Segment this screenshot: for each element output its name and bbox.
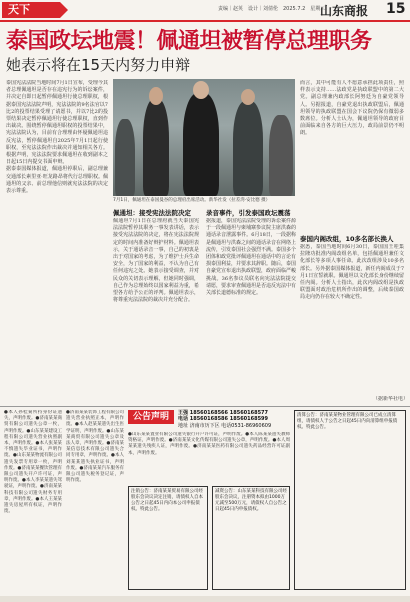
ad-column-mid: ●济南某某装饰工程有限公司遗失营业执照正本，声明作废。●本人赵某某遗失出生医学证明，声明作废。●山东某某商贸有限公司遗失公章及法人章，声明作废。●济南某某信息技术有限公司遗失合同专用章，声明作废。●本人刘某某遗失执业证书，声明作废。●济南某某汽车服务有限公司遗失税务登记证，声明作废。 (66, 410, 124, 484)
section1-title: 佩通坦：接受宪法法院决定 (113, 209, 191, 217)
section2-title: 录音事件，引发泰国政坛震荡 (206, 209, 291, 217)
photo-caption: 7月1日，佩通坦在泰国曼谷的总理府出席活动。新华社发（拉差湾·安比德 摄） (113, 198, 271, 203)
section-tab: 天下 (2, 2, 60, 18)
ad-notice-box-2: 减资公告：山东某某科技有限公司经股东会决议，注册资本拟由1000万元减至500万元，请债权人自公告之日起45日内申报债权。 (212, 486, 290, 590)
section3-body: 据悉，泰国当地时间6月30日，泰国国王哇集拉隆功批准内阁改组名单，包括佩通坦兼任文化部长等多项人事任命。此次改组涉及10多名部长。另外据泰国媒体报道，新任内阁成员于7月1日宣誓就职。佩通坦以文化部长身份继续留任内阁。分析人士指出，此次内阁改组是执政联盟面对政治危机所作出的调整，后续泰国政局走向仍存在较大不确定性。 (300, 244, 404, 301)
header-rule (0, 20, 410, 22)
section2-body: 据报道，泰国宪法法院受理的诉讼案件源于一段佩通坦与柬埔寨参议院主席洪森的通话录音泄露事件。6月18日，一段据称是佩通坦与洪森之间的通话录音在网络上流传，引发泰国社会强烈不满。泰国多个团体和政党批评佩通坦在通话中的言论有损泰国利益，并要求其辞职。随后，泰国自豪党宣布退出执政联盟，政府面临严峻挑战。36名参议员联名向宪法法院提交请愿，要求审查佩通坦是否违反宪法中有关部长道德标准的规定。 (206, 218, 296, 297)
ad-column-center: ●山东某某置业有限公司遗失银行开户许可证，声明作废。●本人陈某某遗失教师资格证，声明作废。●济南某某文化传媒有限公司遗失公章，声明作废。●本人周某某遗失残疾人证，声明作废。●济南某某医药有限公司遗失药品经营许可证副本，声明作废。 (128, 432, 290, 456)
lead-paragraph-2: 据泰泰国媒体报道，佩通坦停职后，副总理兼交通部长素里亚·旺龙路昂将代行总理职权。佩通坦的父亲、前总理他信则就宪法法院的决定表示尊重。 (6, 166, 108, 195)
section1-body: 佩通坦7月1日在总理府就当天泰国宪法法院暂停其职务一事发表讲话，表示接受宪法法院的决定，将在宪法法院规定的时间内准备好辩护材料。佩通坦表示，关于通话录音一事，自己的初衷是出于对国家的考虑，为了维护士兵生命安全，为了国家的利益，不认为自己有任何违宪之处。她表示接受调查，并对民众的关切表示理解，但她同时强调，自己作为总理始终以国家利益为重，希望各方给予公正的评判。佩通坦表示，将尊重宪法法院的裁决并充分配合。 (113, 218, 199, 304)
page-number: 15 (386, 1, 406, 17)
right-column: 而言，其中可能有人不愿意承担此项责任，照样表示支持……法政党是执政联盟中的第二大党。副总理兼内政部长阿努廷为自豪党领导人。另据报道，自豪党退出执政联盟后，佩通坦领导的执政联盟在国会下议院仍保有微弱多数席位。分析人士认为，佩通坦领导的政府目前面临来自各方的巨大压力，政局前景仍不明朗。 (300, 80, 404, 137)
news-photo (113, 79, 295, 196)
page-header (0, 0, 410, 20)
ad-notice-box-3: 清算公告：济南某某物业管理有限公司已成立清算组，请债权人于公告之日起45日内向清算组申报债权。特此公告。 (294, 410, 406, 590)
lead-paragraph: 泰国宪法法院当地时间7月1日宣布，受理今其者总理佩通坦是否存在违宪行为的诉讼案件，并决定自即日起暂停佩通坦行使总理职权，根据泰国宪法法院声明，宪法法院的9名法官以7比2的投票结果受理了请愿书，并以7比2的投票结果决定暂停佩通坦行使总理职权，直到作出裁决。围绕暂停佩通坦职权的投票结果中，宪法法院认为，目前有合理理由怀疑佩通坦违反宪法，暂停佩通坦自2025年7月1日起行使职权，至宪法法院作出裁决并通知相关各方。根据声明，宪法法院要求佩通坦在收到副本之日起15日内提交书面申辩。 (6, 80, 108, 166)
issue-meta: 责编｜赵英 设计｜刘倩伦 2025.7.2 星期三 (218, 6, 326, 12)
newspaper-brand: 山东商报 (320, 4, 369, 18)
section3-title: 泰国内阁改组，10多名部长换人 (300, 235, 394, 243)
ads-divider (0, 406, 410, 407)
subheadline: 她表示将在15天内努力申辩 (6, 56, 191, 74)
page-footer (0, 596, 410, 602)
ad-column-left: ●本人孙桂菊所持身份证遗失，声明作废。●济南某某商贸有限公司遗失公章一枚，声明作废。●山东某某建设工程有限公司遗失营业执照副本，声明作废。●本人张某某不慎遗失毕业证书，声明作废。●山东某某物流有限公司遗失发票专用章一枚，声明作废。●济南某某餐饮管理有限公司遗失开户许可证，声明作废。●本人李某某遗失驾驶证，声明作废。●济南某某科技有限公司遗失财务专用章，声明作废。●本人王某某遗失房屋所有权证，声明作废。 (4, 410, 62, 515)
ad-contact: 王强 18560168566 18560168577 电话 18560168586 18560168599 地址 济南市历下区 电话0531-86960609 (178, 410, 272, 429)
news-credit: （据新华社电） (372, 396, 408, 402)
ad-logo: 公告声明 (128, 410, 174, 424)
ad-notice-box-1: 注销公告：济南某某贸易有限公司经股东会决议决定注销，请债权人自本公告之日起45日内向本公司申报债权。特此公告。 (128, 486, 208, 590)
lead-column (6, 80, 108, 330)
headline: 泰国政坛地震！佩通坦被暂停总理职务 (6, 29, 372, 54)
